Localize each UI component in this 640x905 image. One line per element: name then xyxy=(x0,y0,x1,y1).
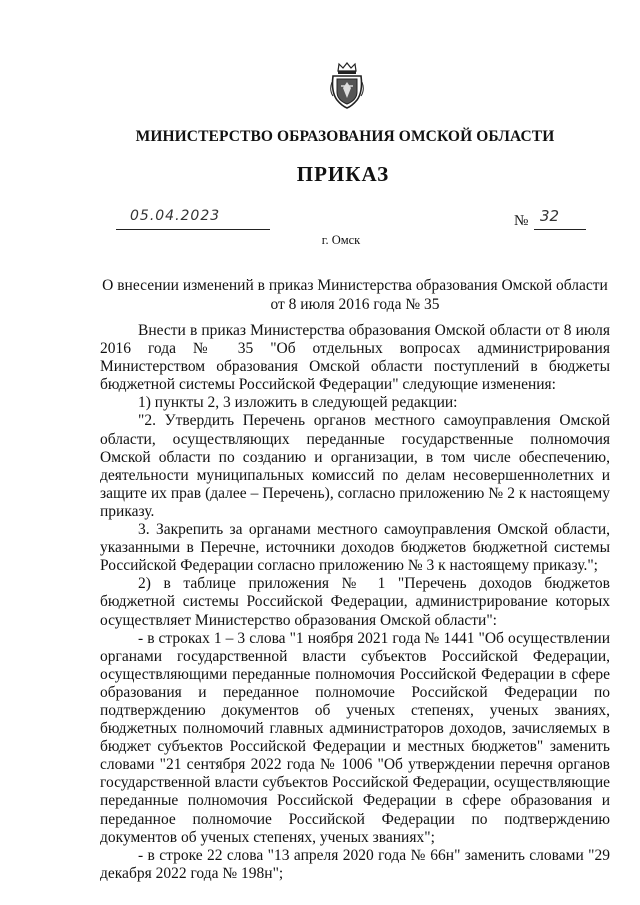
order-number-line xyxy=(534,207,586,230)
order-date: 05.04.2023 xyxy=(130,208,221,224)
ministry-name: МИНИСТЕРСТВО ОБРАЗОВАНИЯ ОМСКОЙ ОБЛАСТИ xyxy=(135,128,555,145)
paragraph: 2) в таблице приложения № 1 "Перечень доходов бюджетов бюджетной системы Российской Федерации, администрирование которых осуществляет Министерство образования Омской области": xyxy=(100,575,610,629)
paragraph: - в строке 22 слова "13 апреля 2020 года № 66н" заменить словами "29 декабря 2022 года № 198н"; xyxy=(100,846,610,882)
subject-line-2: от 8 июля 2016 года № 35 xyxy=(270,296,440,313)
number-sign: № xyxy=(514,213,529,229)
order-date-line xyxy=(116,210,270,230)
paragraph: Внести в приказ Министерства образования Омской области от 8 июля 2016 года № 35 "Об отдельных вопросах администрирования Министерством образования Омской области поступлений в бюджеты бюджетной системы Российской Федерации" следующие изменения: xyxy=(100,322,610,394)
order-subject xyxy=(100,276,610,314)
paragraph: 3. Закрепить за органами местного самоуправления Омской области, указанными в Перечне, источники доходов бюджетов бюджетной системы Российской Федерации согласно приложению № 3 к настоящему приказу."; xyxy=(100,521,610,575)
subject-line-1: О внесении изменений в приказ Министерства образования Омской области xyxy=(102,277,608,294)
paragraph: 1) пункты 2, 3 изложить в следующей редакции: xyxy=(138,394,458,412)
order-number: 32 xyxy=(540,207,560,225)
paragraph: "2. Утвердить Перечень органов местного самоуправления Омской области, осуществляющих переданные государственные полномочия Омской области по созданию и организации, в том числе обеспечению, деятельности муниципальных комиссий по делам несовершеннолетних и защите их прав (далее – Перечень), согласно приложению № 2 к настоящему приказу. xyxy=(100,412,610,520)
paragraph: - в строках 1 – 3 слова "1 ноября 2021 года № 1441 "Об осуществлении органами государственной власти субъектов Российской Федерации, осуществляющими переданные полномочия Российской Федерации в сфере образования и переданное полномочие Российской Федерации по подтверждению документов об ученых степенях, ученых званиях, бюджетных полномочий главных администраторов доходов, зачисляемых в бюджет субъектов Российской Федерации и местных бюджетов" заменить словами "21 сентября 2022 года № 1006 "Об утверждении перечня органов государственной власти субъектов Российской Федерации, осуществляющие переданные полномочия Российской Федерации в сфере образования и переданное полномочие Российской Федерации по подтверждению документов об ученых степенях, ученых званиях"; xyxy=(100,629,610,846)
coat-of-arms-icon xyxy=(329,62,365,110)
order-body xyxy=(100,322,610,883)
document-type: ПРИКАЗ xyxy=(296,162,390,186)
city: г. Омск xyxy=(321,233,361,247)
